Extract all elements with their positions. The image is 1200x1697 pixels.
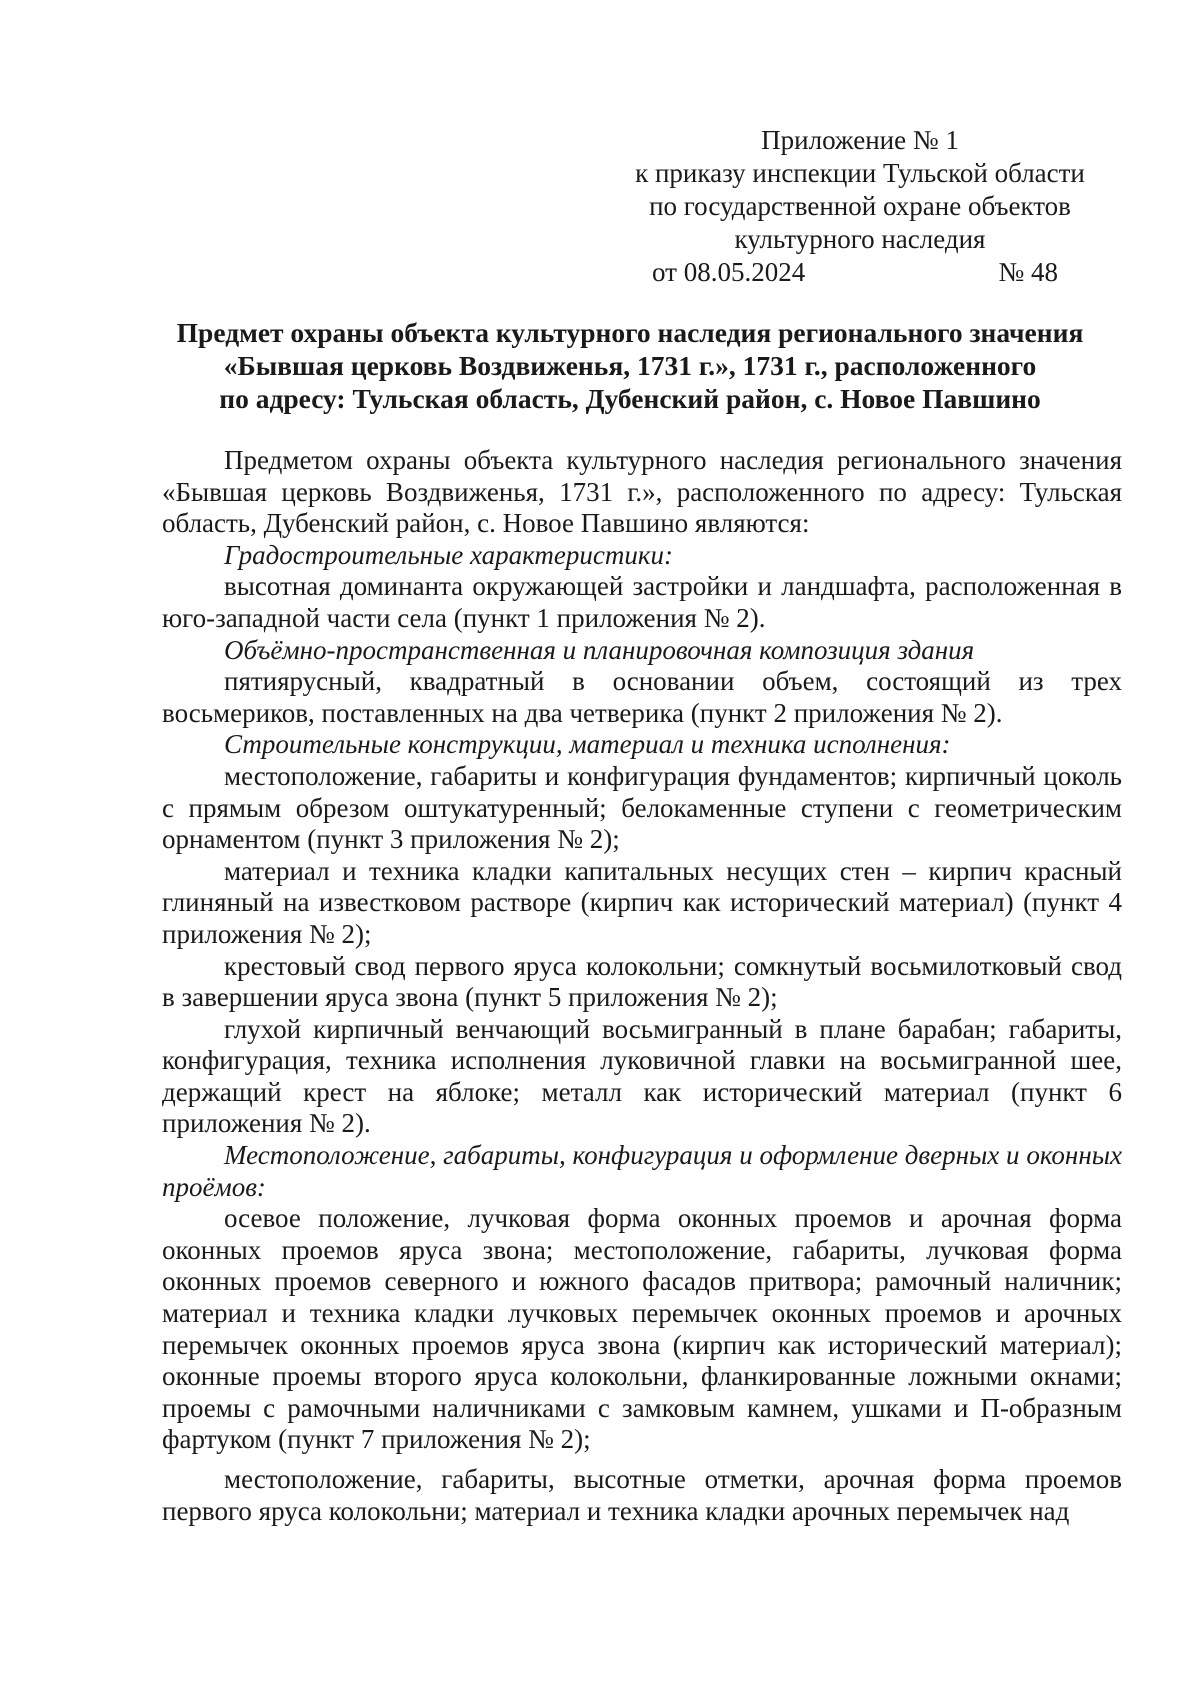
appendix-number: Приложение № 1 [761, 125, 959, 155]
title-line-2: «Бывшая церковь Воздвиженья, 1731 г.», 1731 г., расположенного [223, 350, 1037, 381]
order-number: № 48 [998, 257, 1058, 287]
section-heading-composition: Объёмно-пространственная и планировочная композиция здания [224, 634, 975, 665]
order-reference-line2: по государственной охране объектов [649, 191, 1071, 221]
appendix-header [600, 124, 1120, 289]
paragraph-composition: пятиярусный, квадратный в основании объем, состоящий из трех восьмериков, поставленных на два четверика (пункт 2 приложения № 2). [162, 666, 1122, 728]
order-date: от 08.05.2024 [652, 257, 806, 287]
paragraph-walls: материал и техника кладки капитальных несущих стен – кирпич красный глиняный на известковом растворе (кирпич как исторический материал) (пункт 4 приложения № 2); [162, 855, 1122, 949]
order-date-line [600, 256, 1120, 289]
section-heading-construction: Строительные конструкции, материал и техника исполнения: [224, 729, 951, 760]
paragraph-windows: осевое положение, лучковая форма оконных проемов и арочная форма оконных проемов яруса звона; местоположение, габариты, лучковая форма оконных проемов северного и южного фасадов притвора; рамочный наличник; материал и техника кладки лучковых перемычек оконных проемов и арочных перемычек оконных проемов яруса звона (кирпич как исторический материал); оконные проемы второго яруса колокольни, фланкированные ложными окнами; проемы с рамочными наличниками с замковым камнем, ушками и П-образным фартуком (пункт 7 приложения № 2); [162, 1203, 1122, 1455]
section-heading-urban: Градостроительные характеристики: [224, 539, 674, 570]
paragraph-urban: высотная доминанта окружающей застройки и ландшафта, расположенная в юго-западной части села (пункт 1 приложения № 2). [162, 571, 1122, 633]
order-reference: к приказу инспекции Тульской области [635, 158, 1085, 188]
intro-paragraph: Предметом охраны объекта культурного наследия регионального значения «Бывшая церковь Воздвиженья, 1731 г.», расположенного по адресу: Тульская область, Дубенский район, с. Новое Павшино являются: [162, 445, 1122, 539]
document-title [140, 316, 1120, 415]
title-line-1: Предмет охраны объекта культурного наследия регионального значения [176, 317, 1084, 348]
section-heading-openings: Местоположение, габариты, конфигурация и оформление дверных и оконных проёмов: [162, 1140, 1122, 1202]
title-line-3: по адресу: Тульская область, Дубенский район, с. Новое Павшино [219, 383, 1041, 414]
paragraph-foundations: местоположение, габариты и конфигурация фундаментов; кирпичный цоколь с прямым обрезом оштукатуренный; белокаменные ступени с геометрическим орнаментом (пункт 3 приложения № 2); [162, 760, 1122, 855]
paragraph-arches: местоположение, габариты, высотные отметки, арочная форма проемов первого яруса колокольни; материал и техника кладки арочных перемычек над [162, 1464, 1122, 1526]
paragraph-vaults: крестовый свод первого яруса колокольни; сомкнутый восьмилотковый свод в завершении яруса звона (пункт 5 приложения № 2); [162, 950, 1122, 1013]
paragraph-drum: глухой кирпичный венчающий восьмигранный в плане барабан; габариты, конфигурация, техника исполнения луковичной главки на восьмигранной шее, держащий крест на яблоке; металл как исторический материал (пункт 6 приложения № 2). [162, 1013, 1122, 1139]
order-reference-line3: культурного наследия [734, 224, 986, 254]
document-body [162, 445, 1122, 1527]
